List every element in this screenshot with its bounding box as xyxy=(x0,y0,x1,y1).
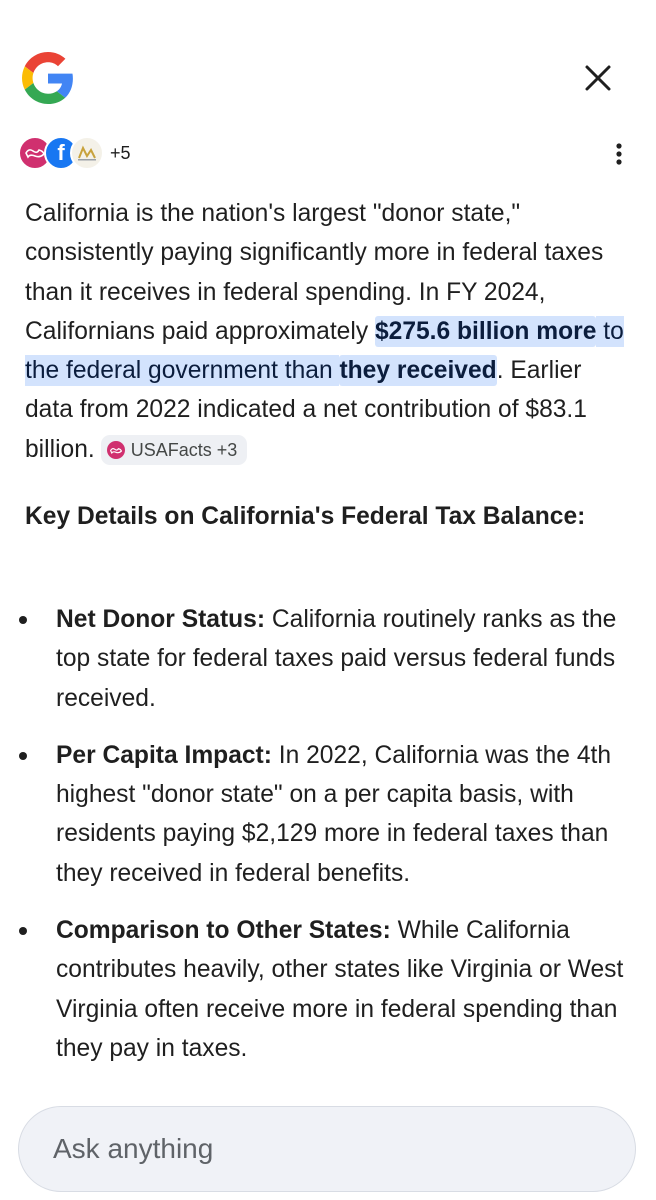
citation-chip[interactable]: USAFacts +3 xyxy=(101,435,248,465)
list-item: Per Capita Impact: In 2022, California was the 4th highest "donor state" on a per capita basis, with residents paying $2,129 more in federal taxes than they received in federal benefits. xyxy=(0,736,636,893)
more-options-button[interactable] xyxy=(604,138,634,170)
sources-row xyxy=(18,134,638,174)
header xyxy=(0,0,656,130)
close-icon xyxy=(584,64,612,92)
usafacts-icon xyxy=(107,441,125,459)
list-item: Comparison to Other States: While California contributes heavily, other states like Virginia or West Virginia often receive more in federal spending than they pay in taxes. xyxy=(0,911,636,1068)
bullet-icon xyxy=(19,616,27,624)
key-details-heading: Key Details on California's Federal Tax Balance: xyxy=(25,503,586,530)
sources-button[interactable] xyxy=(18,136,131,170)
list-item: Net Donor Status: California routinely ranks as the top state for federal taxes paid versus federal funds received. xyxy=(0,600,636,718)
answer-paragraph: California is the nation's largest "donor state," consistently paying significantly more in federal taxes than it receives in federal spending. In FY 2024, Californians paid approximately $275.6 billion more to the federal government than they received. Earlier data from 2022 indicated a net contribution of $83.1 billion. USAFacts +3 xyxy=(25,194,635,469)
ask-bar[interactable] xyxy=(18,1106,636,1192)
google-g-icon xyxy=(22,52,74,104)
ask-input[interactable] xyxy=(51,1132,595,1166)
sources-count: +5 xyxy=(110,142,131,163)
facebook-icon: f xyxy=(44,136,78,170)
bullet-icon xyxy=(19,927,27,935)
answer-summary xyxy=(25,194,635,469)
bullet-icon xyxy=(19,752,27,760)
close-button[interactable] xyxy=(576,56,620,100)
highlight-amount[interactable]: $275.6 billion more xyxy=(374,317,597,345)
key-details-list xyxy=(0,600,656,1068)
highlight-phrase[interactable]: to the federal government than xyxy=(25,317,624,385)
highlight-received[interactable]: they received xyxy=(339,357,497,385)
news-outlet-icon xyxy=(70,136,104,170)
more-vert-icon xyxy=(616,143,622,165)
